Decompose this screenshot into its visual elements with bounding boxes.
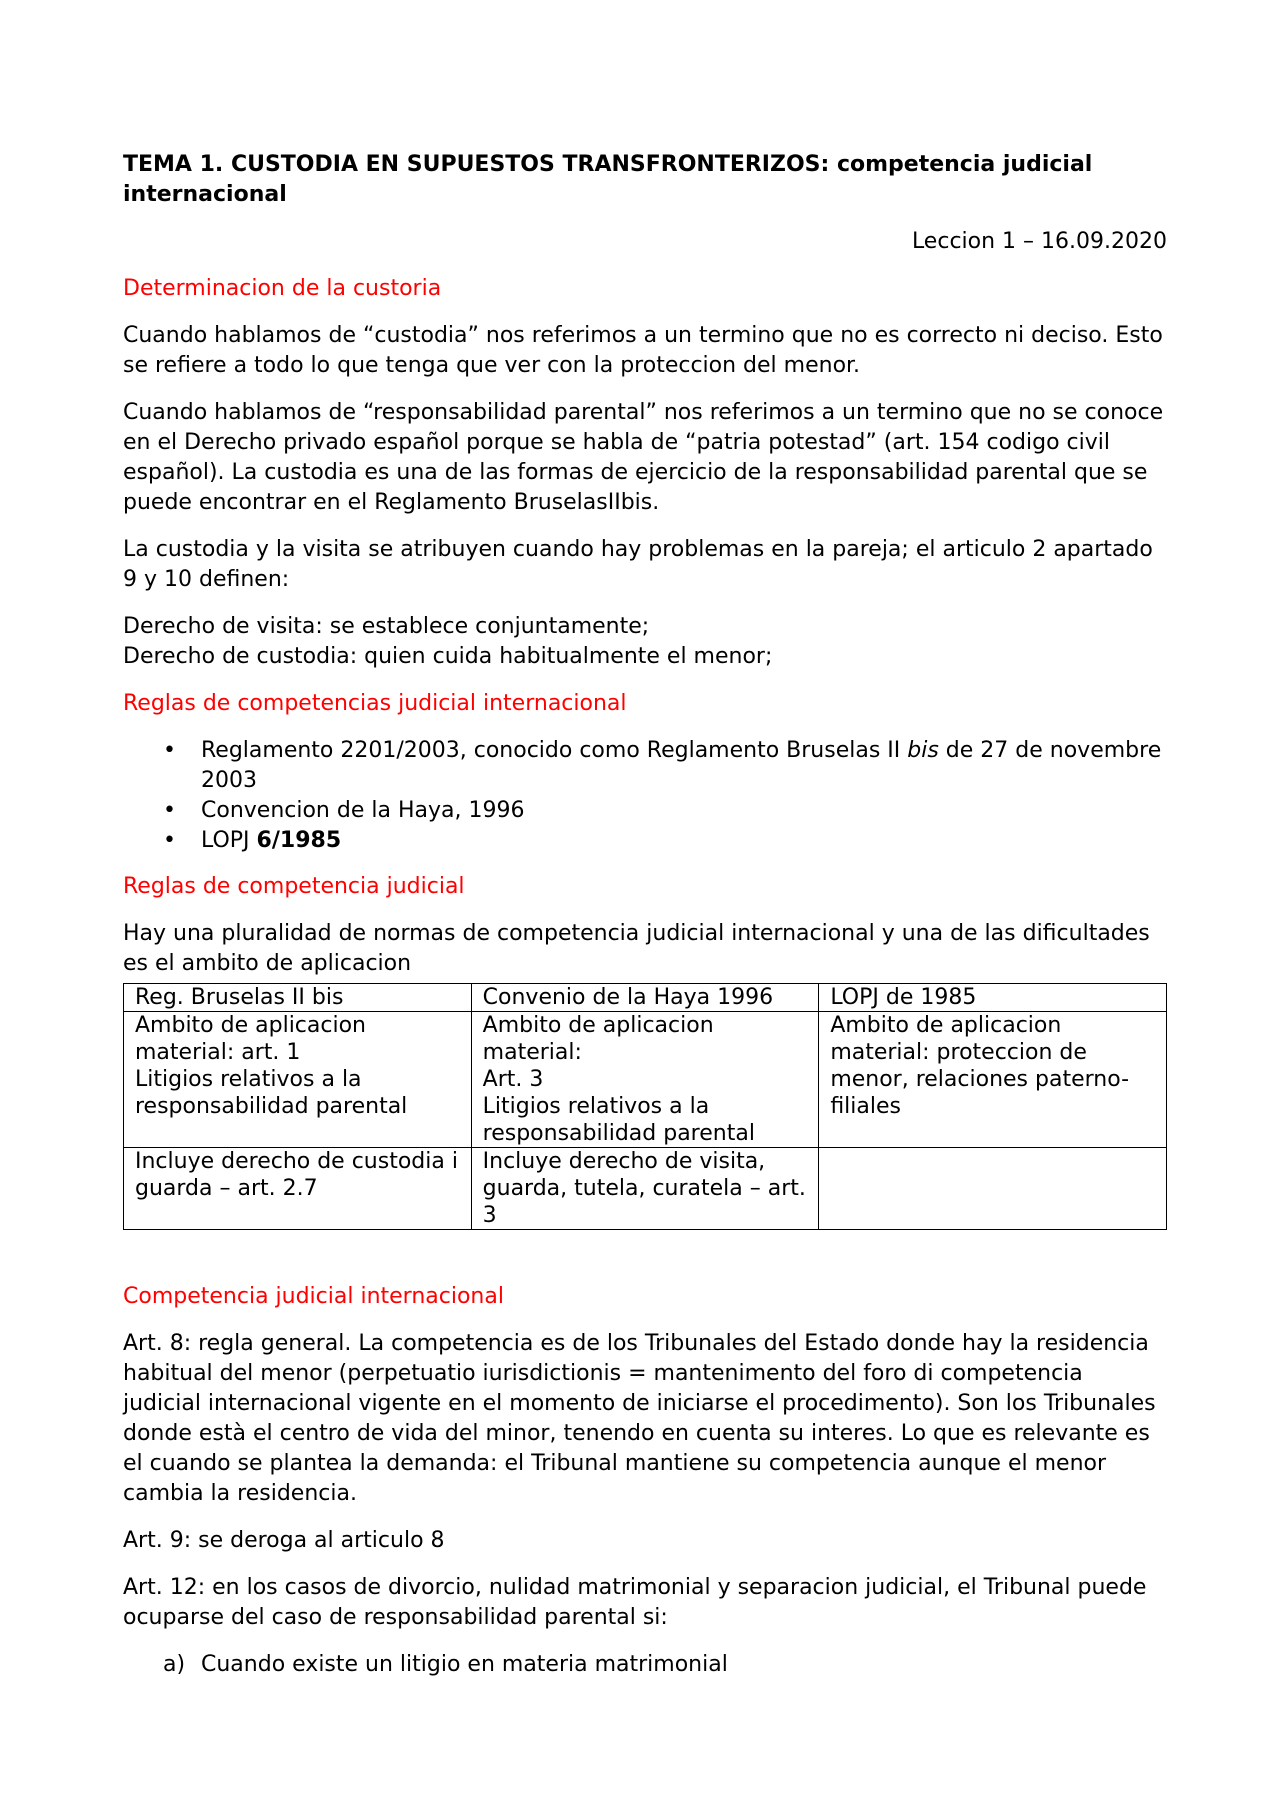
table-cell: Ambito de aplicacion material: art. 1 Litigios relativos a la responsabilidad parental [124, 1012, 472, 1148]
list-item: • LOPJ 6/1985 [123, 826, 1167, 856]
page-content [123, 150, 1167, 1680]
list-item: • Convencion de la Haya, 1996 [123, 796, 1167, 826]
table-cell: Incluye derecho de custodia i guarda – art. 2.7 [124, 1148, 472, 1230]
section-heading-reglas-competencias: Reglas de competencias judicial internacional [123, 691, 627, 716]
bullet-icon: • [163, 738, 176, 763]
table-row [124, 1148, 1167, 1230]
bullet-icon: • [163, 828, 176, 853]
section-heading-determinacion: Determinacion de la custoria [123, 276, 442, 301]
section-heading-reglas-competencia: Reglas de competencia judicial [123, 874, 465, 899]
comparison-table [123, 983, 1167, 1230]
list-item: a) Cuando existe un litigio en materia matrimonial [123, 1650, 1167, 1680]
list-item: • Reglamento 2201/2003, conocido como Reglamento Bruselas II bis de 27 de novembre 2003 [163, 738, 1162, 793]
list-marker: a) [163, 1652, 186, 1677]
paragraph: Art. 9: se deroga al articulo 8 [123, 1528, 445, 1553]
table-header-cell: Convenio de la Haya 1996 [471, 984, 819, 1012]
definition-visita: Derecho de visita: se establece conjuntamente; [123, 614, 650, 639]
paragraph: Art. 12: en los casos de divorcio, nulidad matrimonial y separacion judicial, el Tribunal puede ocuparse del caso de responsabilidad parental si: [123, 1575, 1147, 1630]
paragraph: Art. 8: regla general. La competencia es de los Tribunales del Estado donde hay la residencia habitual del menor (perpetuatio iurisdictionis = mantenimento del foro di competencia judicial internacional vigente en el momento de iniciarse el procedimento). Son los Tribunales donde està el centro de vida del minor, tenendo en cuenta su interes. Lo que es relevante es el cuando se plantea la demanda: el Tribunal mantiene su competencia aunque el menor cambia la residencia. [123, 1331, 1156, 1506]
table-header-cell: Reg. Bruselas II bis [124, 984, 472, 1012]
paragraph: La custodia y la visita se atribuyen cuando hay problemas en la pareja; el articulo 2 apartado 9 y 10 definen: [123, 537, 1153, 592]
paragraph: Hay una pluralidad de normas de competencia judicial internacional y una de las dificultades es el ambito de aplicacion [123, 921, 1150, 976]
table-header-cell: LOPJ de 1985 [819, 984, 1167, 1012]
paragraph: Cuando hablamos de “responsabilidad parental” nos referimos a un termino que no se conoce en el Derecho privado español porque se habla de “patria potestad” (art. 154 codigo civil español). La custodia es una de las formas de ejercicio de la responsabilidad parental que se puede encontrar en el Reglamento BruselasIIbis. [123, 400, 1164, 515]
table-cell [819, 1148, 1167, 1230]
table-row [124, 1012, 1167, 1148]
definitions-paragraph [123, 612, 1167, 672]
lesson-date: Leccion 1 – 16.09.2020 [911, 229, 1167, 254]
definition-custodia: Derecho de custodia: quien cuida habitualmente el menor; [123, 644, 773, 669]
bullet-icon: • [163, 798, 176, 823]
table-cell: Ambito de aplicacion material: Art. 3 Litigios relativos a la responsabilidad parental [471, 1012, 819, 1148]
section-heading-competencia-internacional: Competencia judicial internacional [123, 1284, 504, 1309]
document-title: TEMA 1. CUSTODIA EN SUPUESTOS TRANSFRONTERIZOS: competencia judicial internacional [123, 152, 1093, 207]
regulations-list [123, 736, 1167, 856]
table-cell: Incluye derecho de visita, guarda, tutela, curatela – art. 3 [471, 1148, 819, 1230]
paragraph: Cuando hablamos de “custodia” nos referimos a un termino que no es correcto ni deciso. Esto se refiere a todo lo que tenga que ver con la proteccion del menor. [123, 323, 1163, 378]
table-header-row [124, 984, 1167, 1012]
table-cell: Ambito de aplicacion material: proteccion de menor, relaciones paterno-filiales [819, 1012, 1167, 1148]
